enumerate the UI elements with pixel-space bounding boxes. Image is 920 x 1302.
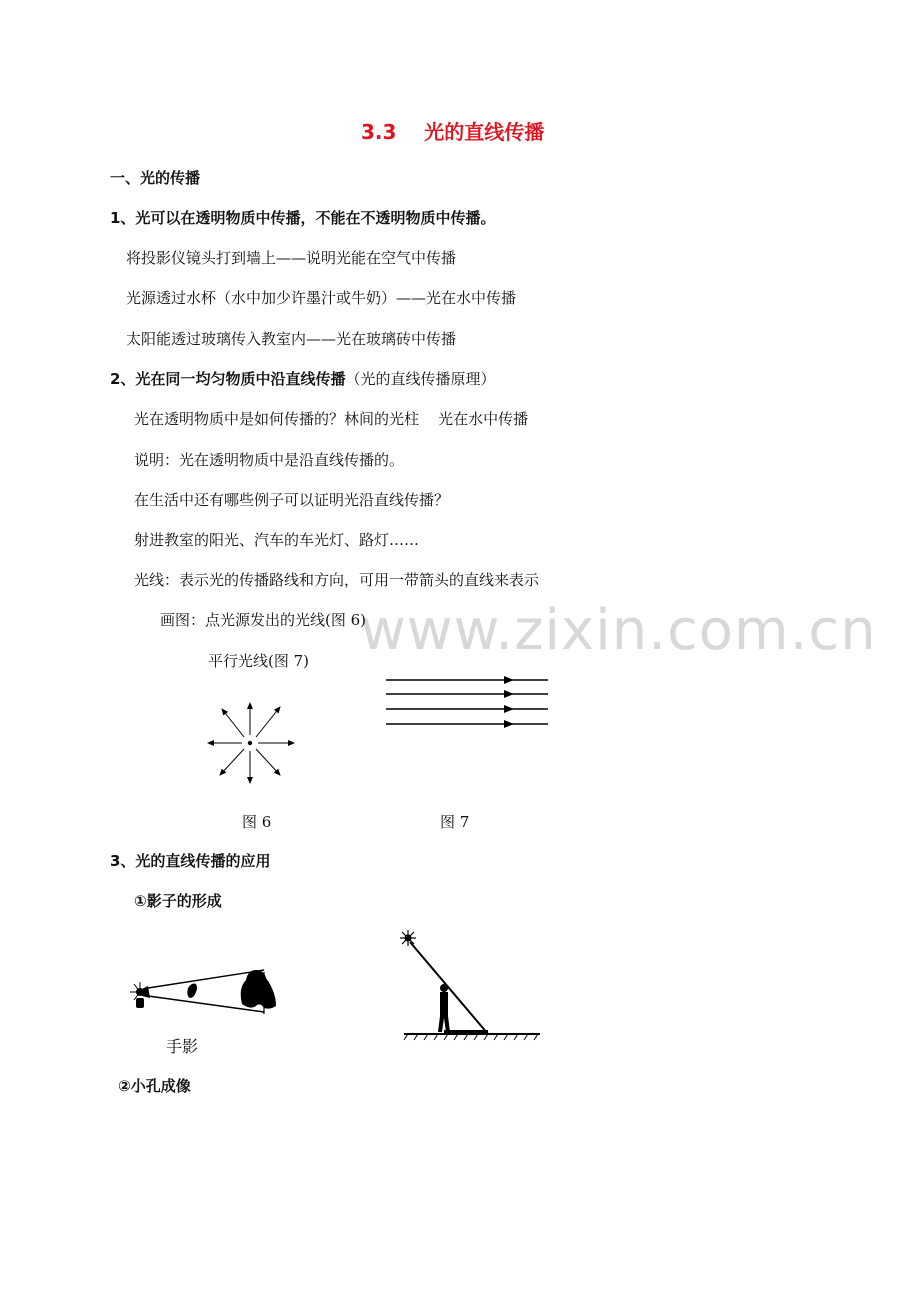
hand-shadow-caption: 手影 <box>166 1037 199 1056</box>
hand-shadow-illustration <box>124 962 286 1020</box>
example-line: 光源透过水杯（水中加少许墨汁或牛奶）——光在水中传播 <box>126 289 517 307</box>
figure-6-caption: 图 6 <box>242 813 272 831</box>
body-line: 说明：光在透明物质中是沿直线传播的。 <box>134 451 405 469</box>
point2-heading-bold: 2、光在同一均匀物质中沿直线传播 <box>110 370 346 388</box>
example-line: 太阳能透过玻璃传入教室内——光在玻璃砖中传播 <box>126 330 457 348</box>
body-line: 光在透明物质中是如何传播的？林间的光柱 光在水中传播 <box>134 410 529 428</box>
figure-6-point-source <box>200 695 300 790</box>
point2-heading <box>110 369 495 389</box>
body-line: 在生活中还有哪些例子可以证明光沿直线传播？ <box>134 491 450 509</box>
sun-person-shadow-illustration <box>398 926 542 1044</box>
subheading-shadow: ①影子的形成 <box>134 892 222 910</box>
watermark: www.zixin.com.cn <box>360 598 877 663</box>
point2-heading-note: （光的直线传播原理） <box>345 370 496 388</box>
point1-heading: 1、光可以在透明物质中传播，不能在不透明物质中传播。 <box>110 209 496 227</box>
example-line: 将投影仪镜头打到墙上——说明光能在空气中传播 <box>126 249 457 267</box>
draw-instruction: 平行光线(图 7) <box>208 652 310 670</box>
draw-instruction: 画图：点光源发出的光线(图 6) <box>160 611 367 629</box>
point3-heading: 3、光的直线传播的应用 <box>110 852 271 870</box>
figure-7-parallel-rays <box>386 672 550 732</box>
figure-7-caption: 图 7 <box>440 813 470 831</box>
body-line: 射进教室的阳光、汽车的车光灯、路灯…… <box>134 531 420 549</box>
page-title: 3.3 光的直线传播 <box>361 120 545 144</box>
body-line: 光线：表示光的传播路线和方向，可用一带箭头的直线来表示 <box>134 571 540 589</box>
subheading-pinhole: ②小孔成像 <box>118 1077 191 1095</box>
section-heading: 一、光的传播 <box>110 169 201 187</box>
